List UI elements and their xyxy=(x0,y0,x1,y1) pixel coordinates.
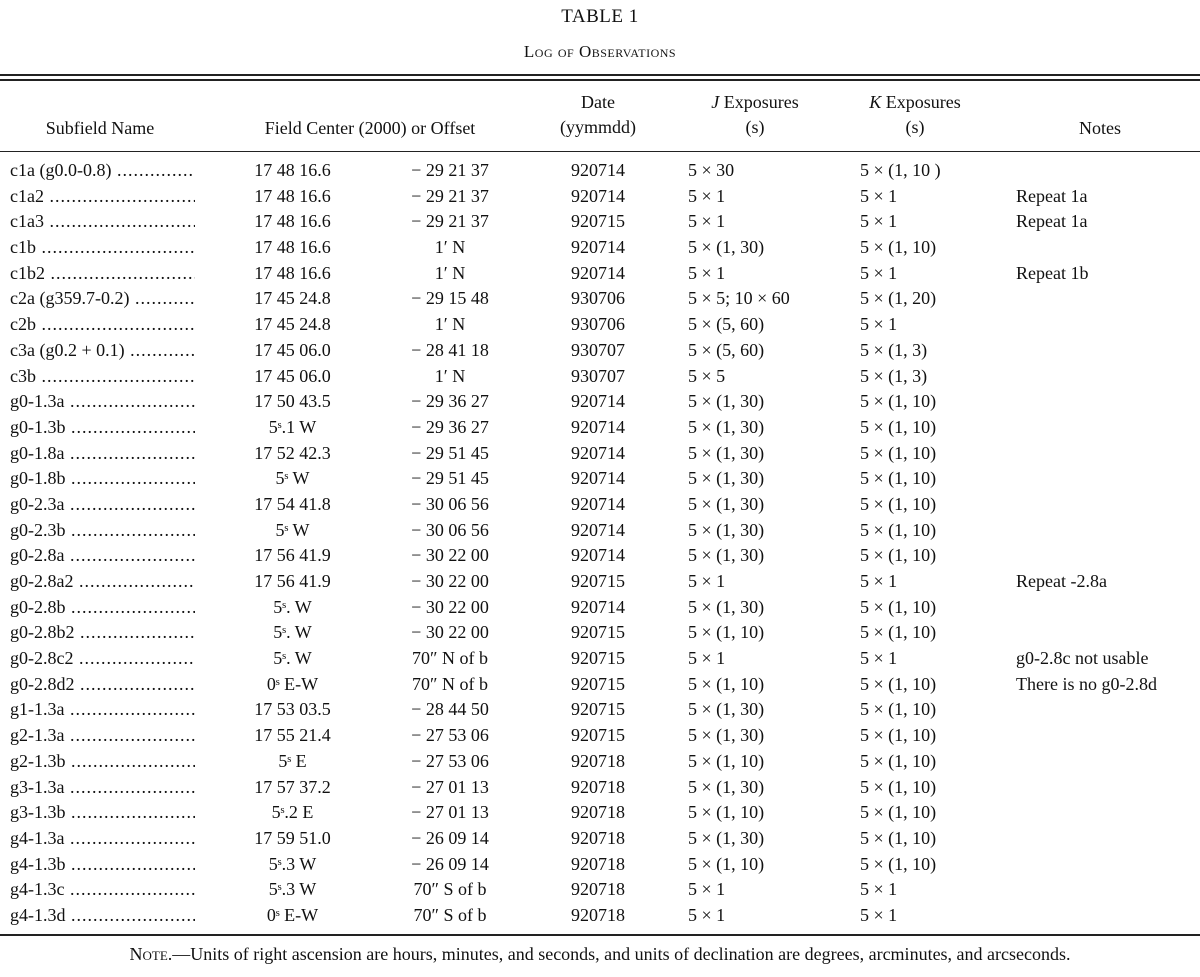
table-row xyxy=(0,261,1200,287)
cell-subfield-name: g0-1.3a ..... xyxy=(10,389,195,415)
cell-field-center-dec: − 26 09 14 xyxy=(411,827,489,848)
cell-date: 920718 xyxy=(571,827,625,848)
header-k-exposures xyxy=(840,90,990,140)
cell-subfield-name: g0-2.8b ..... xyxy=(10,595,195,621)
cell-field-center-ra: 17 59 51.0 xyxy=(254,827,331,848)
header-k-letter: K xyxy=(869,92,882,112)
cell-field-center-ra: 5ˢ. W xyxy=(273,648,312,669)
cell-field-center-ra: 17 55 21.4 xyxy=(254,725,331,746)
table-row xyxy=(0,903,1200,929)
table-row xyxy=(0,697,1200,723)
cell-field-center-dec: 1′ N xyxy=(434,365,466,386)
cell-field-center-ra: 5ˢ. W xyxy=(273,596,312,617)
cell-k-exposures: 5 × 1 xyxy=(860,211,898,232)
cell-field-center-dec: − 30 06 56 xyxy=(411,519,489,540)
cell-j-exposures: 5 × 1 xyxy=(688,211,726,232)
cell-field-center-ra: 5ˢ.1 W xyxy=(268,416,317,437)
cell-field-center-ra: 5ˢ W xyxy=(275,468,310,489)
cell-field-center-ra: 17 56 41.9 xyxy=(254,571,331,591)
table-body xyxy=(0,158,1200,929)
cell-k-exposures: 5 × (1, 3) xyxy=(860,339,928,360)
table-note xyxy=(0,944,1200,965)
cell-date: 920715 xyxy=(571,699,625,720)
cell-date: 930707 xyxy=(571,365,625,386)
cell-field-center-ra: 5ˢ.2 E xyxy=(271,802,314,823)
cell-j-exposures: 5 × 1 xyxy=(688,904,726,925)
table-row xyxy=(0,312,1200,338)
cell-j-exposures: 5 × (1, 30) xyxy=(688,442,765,463)
cell-k-exposures: 5 × (1, 10) xyxy=(860,416,937,437)
cell-j-exposures: 5 × (1, 10) xyxy=(688,673,765,694)
cell-date: 920718 xyxy=(571,776,625,797)
cell-date: 920715 xyxy=(571,571,625,591)
cell-j-exposures: 5 × (1, 10) xyxy=(688,750,765,771)
cell-subfield-name: g2-1.3b ..... xyxy=(10,749,195,775)
header-date-line1: Date xyxy=(581,92,615,112)
cell-k-exposures: 5 × 1 xyxy=(860,904,898,925)
cell-k-exposures: 5 × (1, 10) xyxy=(860,725,937,746)
cell-field-center-ra: 17 45 06.0 xyxy=(254,339,331,360)
table-row xyxy=(0,184,1200,210)
cell-date: 920718 xyxy=(571,904,625,925)
cell-k-exposures: 5 × (1, 10) xyxy=(860,237,937,258)
cell-subfield-name: g0-2.3b ..... xyxy=(10,518,195,544)
cell-k-exposures: 5 × (1, 10) xyxy=(860,853,937,874)
cell-field-center-ra: 17 48 16.6 xyxy=(254,237,331,258)
header-j-letter: J xyxy=(711,92,720,112)
table-row xyxy=(0,723,1200,749)
cell-date: 930707 xyxy=(571,339,625,360)
cell-field-center-ra: 17 48 16.6 xyxy=(254,160,331,180)
cell-subfield-name: g4-1.3b ..... xyxy=(10,852,195,878)
cell-j-exposures: 5 × (1, 10) xyxy=(688,802,765,823)
cell-date: 920718 xyxy=(571,750,625,771)
cell-j-exposures: 5 × 5; 10 × 60 xyxy=(688,288,790,309)
cell-k-exposures: 5 × (1, 10) xyxy=(860,493,937,514)
cell-notes: Repeat 1a xyxy=(1016,185,1088,206)
cell-date: 920714 xyxy=(571,493,625,514)
cell-field-center-dec: − 29 21 37 xyxy=(411,211,489,232)
cell-field-center-ra: 5ˢ.3 W xyxy=(268,879,317,900)
cell-k-exposures: 5 × (1, 10) xyxy=(860,802,937,823)
cell-subfield-name: g0-1.3b ..... xyxy=(10,415,195,441)
table-row xyxy=(0,389,1200,415)
header-k-line1 xyxy=(840,90,990,115)
cell-date: 920715 xyxy=(571,725,625,746)
table-subtitle: Log of Observations xyxy=(523,42,677,61)
top-rule xyxy=(0,74,1200,76)
cell-k-exposures: 5 × (1, 10 ) xyxy=(860,160,941,180)
cell-j-exposures: 5 × 30 xyxy=(688,160,735,180)
table-row xyxy=(0,672,1200,698)
cell-k-exposures: 5 × (1, 10) xyxy=(860,442,937,463)
header-j-exposures xyxy=(680,90,830,140)
cell-date: 920718 xyxy=(571,853,625,874)
cell-field-center-dec: − 29 51 45 xyxy=(411,442,489,463)
cell-field-center-ra: 17 45 24.8 xyxy=(254,314,331,335)
cell-subfield-name: g0-1.8a ..... xyxy=(10,441,195,467)
cell-field-center-dec: 70″ S of b xyxy=(413,904,487,925)
cell-subfield-name: g0-2.8b2 ..... xyxy=(10,620,195,646)
cell-subfield-name: g4-1.3c ..... xyxy=(10,877,195,903)
cell-j-exposures: 5 × (1, 10) xyxy=(688,853,765,874)
table-row xyxy=(0,209,1200,235)
cell-field-center-ra: 5ˢ W xyxy=(275,519,310,540)
cell-subfield-name: c1a (g0.0-0.8) ..... xyxy=(10,158,195,184)
cell-j-exposures: 5 × (1, 30) xyxy=(688,827,765,848)
cell-field-center-ra: 17 56 41.9 xyxy=(254,545,331,566)
cell-j-exposures: 5 × (1, 30) xyxy=(688,699,765,720)
cell-j-exposures: 5 × (1, 30) xyxy=(688,468,765,489)
cell-k-exposures: 5 × (1, 10) xyxy=(860,622,937,643)
cell-field-center-dec: − 29 36 27 xyxy=(411,416,489,437)
cell-field-center-dec: − 26 09 14 xyxy=(411,853,489,874)
cell-j-exposures: 5 × 1 xyxy=(688,571,726,591)
cell-j-exposures: 5 × (1, 30) xyxy=(688,416,765,437)
cell-field-center-dec: − 27 01 13 xyxy=(411,802,489,823)
cell-k-exposures: 5 × 1 xyxy=(860,185,898,206)
table-row xyxy=(0,518,1200,544)
cell-k-exposures: 5 × (1, 10) xyxy=(860,596,937,617)
cell-field-center-dec: 1′ N xyxy=(434,262,466,283)
cell-j-exposures: 5 × (1, 10) xyxy=(688,622,765,643)
cell-j-exposures: 5 × 1 xyxy=(688,185,726,206)
cell-k-exposures: 5 × (1, 10) xyxy=(860,827,937,848)
cell-date: 920718 xyxy=(571,879,625,900)
table-row xyxy=(0,235,1200,261)
table-row xyxy=(0,492,1200,518)
cell-field-center-ra: 17 45 06.0 xyxy=(254,365,331,386)
cell-j-exposures: 5 × (1, 30) xyxy=(688,519,765,540)
header-date xyxy=(548,90,648,140)
cell-k-exposures: 5 × (1, 10) xyxy=(860,776,937,797)
cell-subfield-name: c1b2 ..... xyxy=(10,261,195,287)
cell-field-center-dec: − 27 53 06 xyxy=(411,750,489,771)
cell-k-exposures: 5 × 1 xyxy=(860,262,898,283)
cell-date: 920715 xyxy=(571,211,625,232)
cell-notes: Repeat 1a xyxy=(1016,211,1088,232)
cell-subfield-name: g4-1.3a ..... xyxy=(10,826,195,852)
header-subfield: Subfield Name xyxy=(45,118,155,138)
cell-field-center-ra: 0ˢ E-W xyxy=(266,673,319,694)
cell-subfield-name: g0-2.8d2 ..... xyxy=(10,672,195,698)
header-j-line1 xyxy=(680,90,830,115)
cell-date: 920714 xyxy=(571,237,625,258)
cell-field-center-ra: 17 54 41.8 xyxy=(254,493,331,514)
table-row xyxy=(0,286,1200,312)
cell-field-center-ra: 17 45 24.8 xyxy=(254,288,331,309)
cell-field-center-ra: 17 48 16.6 xyxy=(254,262,331,283)
header-k-text: Exposures xyxy=(881,92,961,112)
cell-field-center-dec: − 29 21 37 xyxy=(411,185,489,206)
table-row xyxy=(0,415,1200,441)
cell-k-exposures: 5 × (1, 10) xyxy=(860,750,937,771)
cell-date: 920714 xyxy=(571,545,625,566)
cell-field-center-ra: 0ˢ E-W xyxy=(266,904,319,925)
cell-subfield-name: c3b ..... xyxy=(10,364,195,390)
note-lead: Note. xyxy=(129,944,173,964)
cell-field-center-ra: 17 48 16.6 xyxy=(254,211,331,232)
cell-subfield-name: c3a (g0.2 + 0.1) ..... xyxy=(10,338,195,364)
cell-subfield-name: g1-1.3a ..... xyxy=(10,697,195,723)
table-row xyxy=(0,441,1200,467)
cell-field-center-dec: − 29 51 45 xyxy=(411,468,489,489)
cell-subfield-name: c2a (g359.7-0.2) ..... xyxy=(10,286,195,312)
table-row xyxy=(0,364,1200,390)
cell-subfield-name: c1a2 ..... xyxy=(10,184,195,210)
header-field-center: Field Center (2000) or Offset xyxy=(264,118,476,138)
cell-notes: Repeat -2.8a xyxy=(1016,571,1107,591)
table-row xyxy=(0,595,1200,621)
cell-date: 920714 xyxy=(571,160,625,180)
cell-subfield-name: g0-2.3a ..... xyxy=(10,492,195,518)
cell-field-center-dec: − 28 44 50 xyxy=(411,699,489,720)
cell-subfield-name: g0-2.8a ..... xyxy=(10,543,195,569)
cell-subfield-name: g4-1.3d ..... xyxy=(10,903,195,929)
cell-field-center-ra: 17 50 43.5 xyxy=(254,391,331,412)
cell-subfield-name: g3-1.3b ..... xyxy=(10,800,195,826)
cell-k-exposures: 5 × 1 xyxy=(860,314,898,335)
cell-field-center-dec: 1′ N xyxy=(434,314,466,335)
cell-k-exposures: 5 × (1, 20) xyxy=(860,288,937,309)
cell-subfield-name: c1b ..... xyxy=(10,235,195,261)
cell-date: 920714 xyxy=(571,468,625,489)
cell-field-center-dec: − 29 36 27 xyxy=(411,391,489,412)
cell-notes: g0-2.8c not usable xyxy=(1016,648,1149,669)
cell-j-exposures: 5 × (5, 60) xyxy=(688,339,765,360)
cell-k-exposures: 5 × (1, 10) xyxy=(860,391,937,412)
cell-field-center-ra: 17 53 03.5 xyxy=(254,699,331,720)
header-notes: Notes xyxy=(1079,118,1121,138)
cell-j-exposures: 5 × (5, 60) xyxy=(688,314,765,335)
cell-field-center-dec: − 30 06 56 xyxy=(411,493,489,514)
cell-field-center-ra: 17 57 37.2 xyxy=(254,776,331,797)
cell-j-exposures: 5 × 1 xyxy=(688,262,726,283)
cell-subfield-name: c1a3 ..... xyxy=(10,209,195,235)
cell-date: 920714 xyxy=(571,442,625,463)
cell-field-center-dec: 70″ N of b xyxy=(412,673,488,694)
cell-date: 930706 xyxy=(571,288,625,309)
cell-k-exposures: 5 × (1, 10) xyxy=(860,468,937,489)
cell-subfield-name: g0-2.8c2 ..... xyxy=(10,646,195,672)
cell-field-center-ra: 17 52 42.3 xyxy=(254,442,331,463)
cell-date: 920714 xyxy=(571,416,625,437)
cell-k-exposures: 5 × (1, 3) xyxy=(860,365,928,386)
cell-k-exposures: 5 × 1 xyxy=(860,571,898,591)
cell-date: 930706 xyxy=(571,314,625,335)
table-row xyxy=(0,826,1200,852)
cell-subfield-name: g3-1.3a ..... xyxy=(10,775,195,801)
cell-subfield-name: g0-1.8b ..... xyxy=(10,466,195,492)
table-row xyxy=(0,569,1200,595)
cell-date: 920715 xyxy=(571,648,625,669)
cell-field-center-dec: 70″ N of b xyxy=(412,648,488,669)
cell-j-exposures: 5 × (1, 30) xyxy=(688,725,765,746)
table-row xyxy=(0,800,1200,826)
table-row xyxy=(0,466,1200,492)
cell-j-exposures: 5 × 1 xyxy=(688,879,726,900)
table-row xyxy=(0,646,1200,672)
cell-field-center-ra: 5ˢ. W xyxy=(273,622,312,643)
cell-date: 920714 xyxy=(571,519,625,540)
cell-date: 920715 xyxy=(571,622,625,643)
note-text: —Units of right ascension are hours, minutes, and seconds, and units of declination are degrees, arcminutes, and arcseconds. xyxy=(172,944,1071,964)
table-row xyxy=(0,877,1200,903)
cell-field-center-dec: − 29 15 48 xyxy=(411,288,489,309)
cell-date: 920714 xyxy=(571,262,625,283)
cell-field-center-dec: − 29 21 37 xyxy=(411,160,489,180)
cell-date: 920714 xyxy=(571,596,625,617)
cell-notes: There is no g0-2.8d xyxy=(1016,673,1157,694)
cell-k-exposures: 5 × (1, 10) xyxy=(860,699,937,720)
cell-j-exposures: 5 × (1, 30) xyxy=(688,237,765,258)
cell-field-center-dec: − 30 22 00 xyxy=(411,545,489,566)
cell-field-center-dec: − 28 41 18 xyxy=(411,339,489,360)
cell-j-exposures: 5 × 1 xyxy=(688,648,726,669)
cell-k-exposures: 5 × (1, 10) xyxy=(860,519,937,540)
header-date-line2: (yymmdd) xyxy=(560,117,636,137)
header-rule xyxy=(0,151,1200,152)
table-row xyxy=(0,852,1200,878)
cell-k-exposures: 5 × 1 xyxy=(860,648,898,669)
top-rule-double xyxy=(0,79,1200,81)
table-row xyxy=(0,620,1200,646)
cell-subfield-name: g2-1.3a ..... xyxy=(10,723,195,749)
header-j-text: Exposures xyxy=(719,92,799,112)
cell-field-center-dec: − 30 22 00 xyxy=(411,622,489,643)
table-row xyxy=(0,749,1200,775)
cell-field-center-ra: 5ˢ.3 W xyxy=(268,853,317,874)
cell-field-center-dec: 70″ S of b xyxy=(413,879,487,900)
cell-notes: Repeat 1b xyxy=(1016,262,1089,283)
table-row xyxy=(0,338,1200,364)
cell-subfield-name: c2b ..... xyxy=(10,312,195,338)
cell-k-exposures: 5 × 1 xyxy=(860,879,898,900)
cell-field-center-dec: − 27 53 06 xyxy=(411,725,489,746)
cell-k-exposures: 5 × (1, 10) xyxy=(860,673,937,694)
cell-j-exposures: 5 × (1, 30) xyxy=(688,776,765,797)
cell-field-center-ra: 5ˢ E xyxy=(278,750,307,771)
table-row xyxy=(0,158,1200,184)
cell-subfield-name: g0-2.8a2 ..... xyxy=(10,569,195,595)
cell-date: 920718 xyxy=(571,802,625,823)
cell-field-center-ra: 17 48 16.6 xyxy=(254,185,331,206)
cell-j-exposures: 5 × (1, 30) xyxy=(688,391,765,412)
cell-j-exposures: 5 × (1, 30) xyxy=(688,545,765,566)
cell-j-exposures: 5 × 5 xyxy=(688,365,726,386)
cell-field-center-dec: − 27 01 13 xyxy=(411,776,489,797)
header-j-line2: (s) xyxy=(745,117,765,137)
cell-field-center-dec: 1′ N xyxy=(434,237,466,258)
bottom-rule xyxy=(0,934,1200,936)
cell-date: 920714 xyxy=(571,185,625,206)
header-k-line2: (s) xyxy=(905,117,925,137)
cell-k-exposures: 5 × (1, 10) xyxy=(860,545,937,566)
table-title: TABLE 1 xyxy=(561,6,639,27)
cell-date: 920715 xyxy=(571,673,625,694)
cell-field-center-dec: − 30 22 00 xyxy=(411,571,489,591)
table-row xyxy=(0,543,1200,569)
table-row xyxy=(0,775,1200,801)
cell-field-center-dec: − 30 22 00 xyxy=(411,596,489,617)
cell-j-exposures: 5 × (1, 30) xyxy=(688,493,765,514)
cell-date: 920714 xyxy=(571,391,625,412)
cell-j-exposures: 5 × (1, 30) xyxy=(688,596,765,617)
